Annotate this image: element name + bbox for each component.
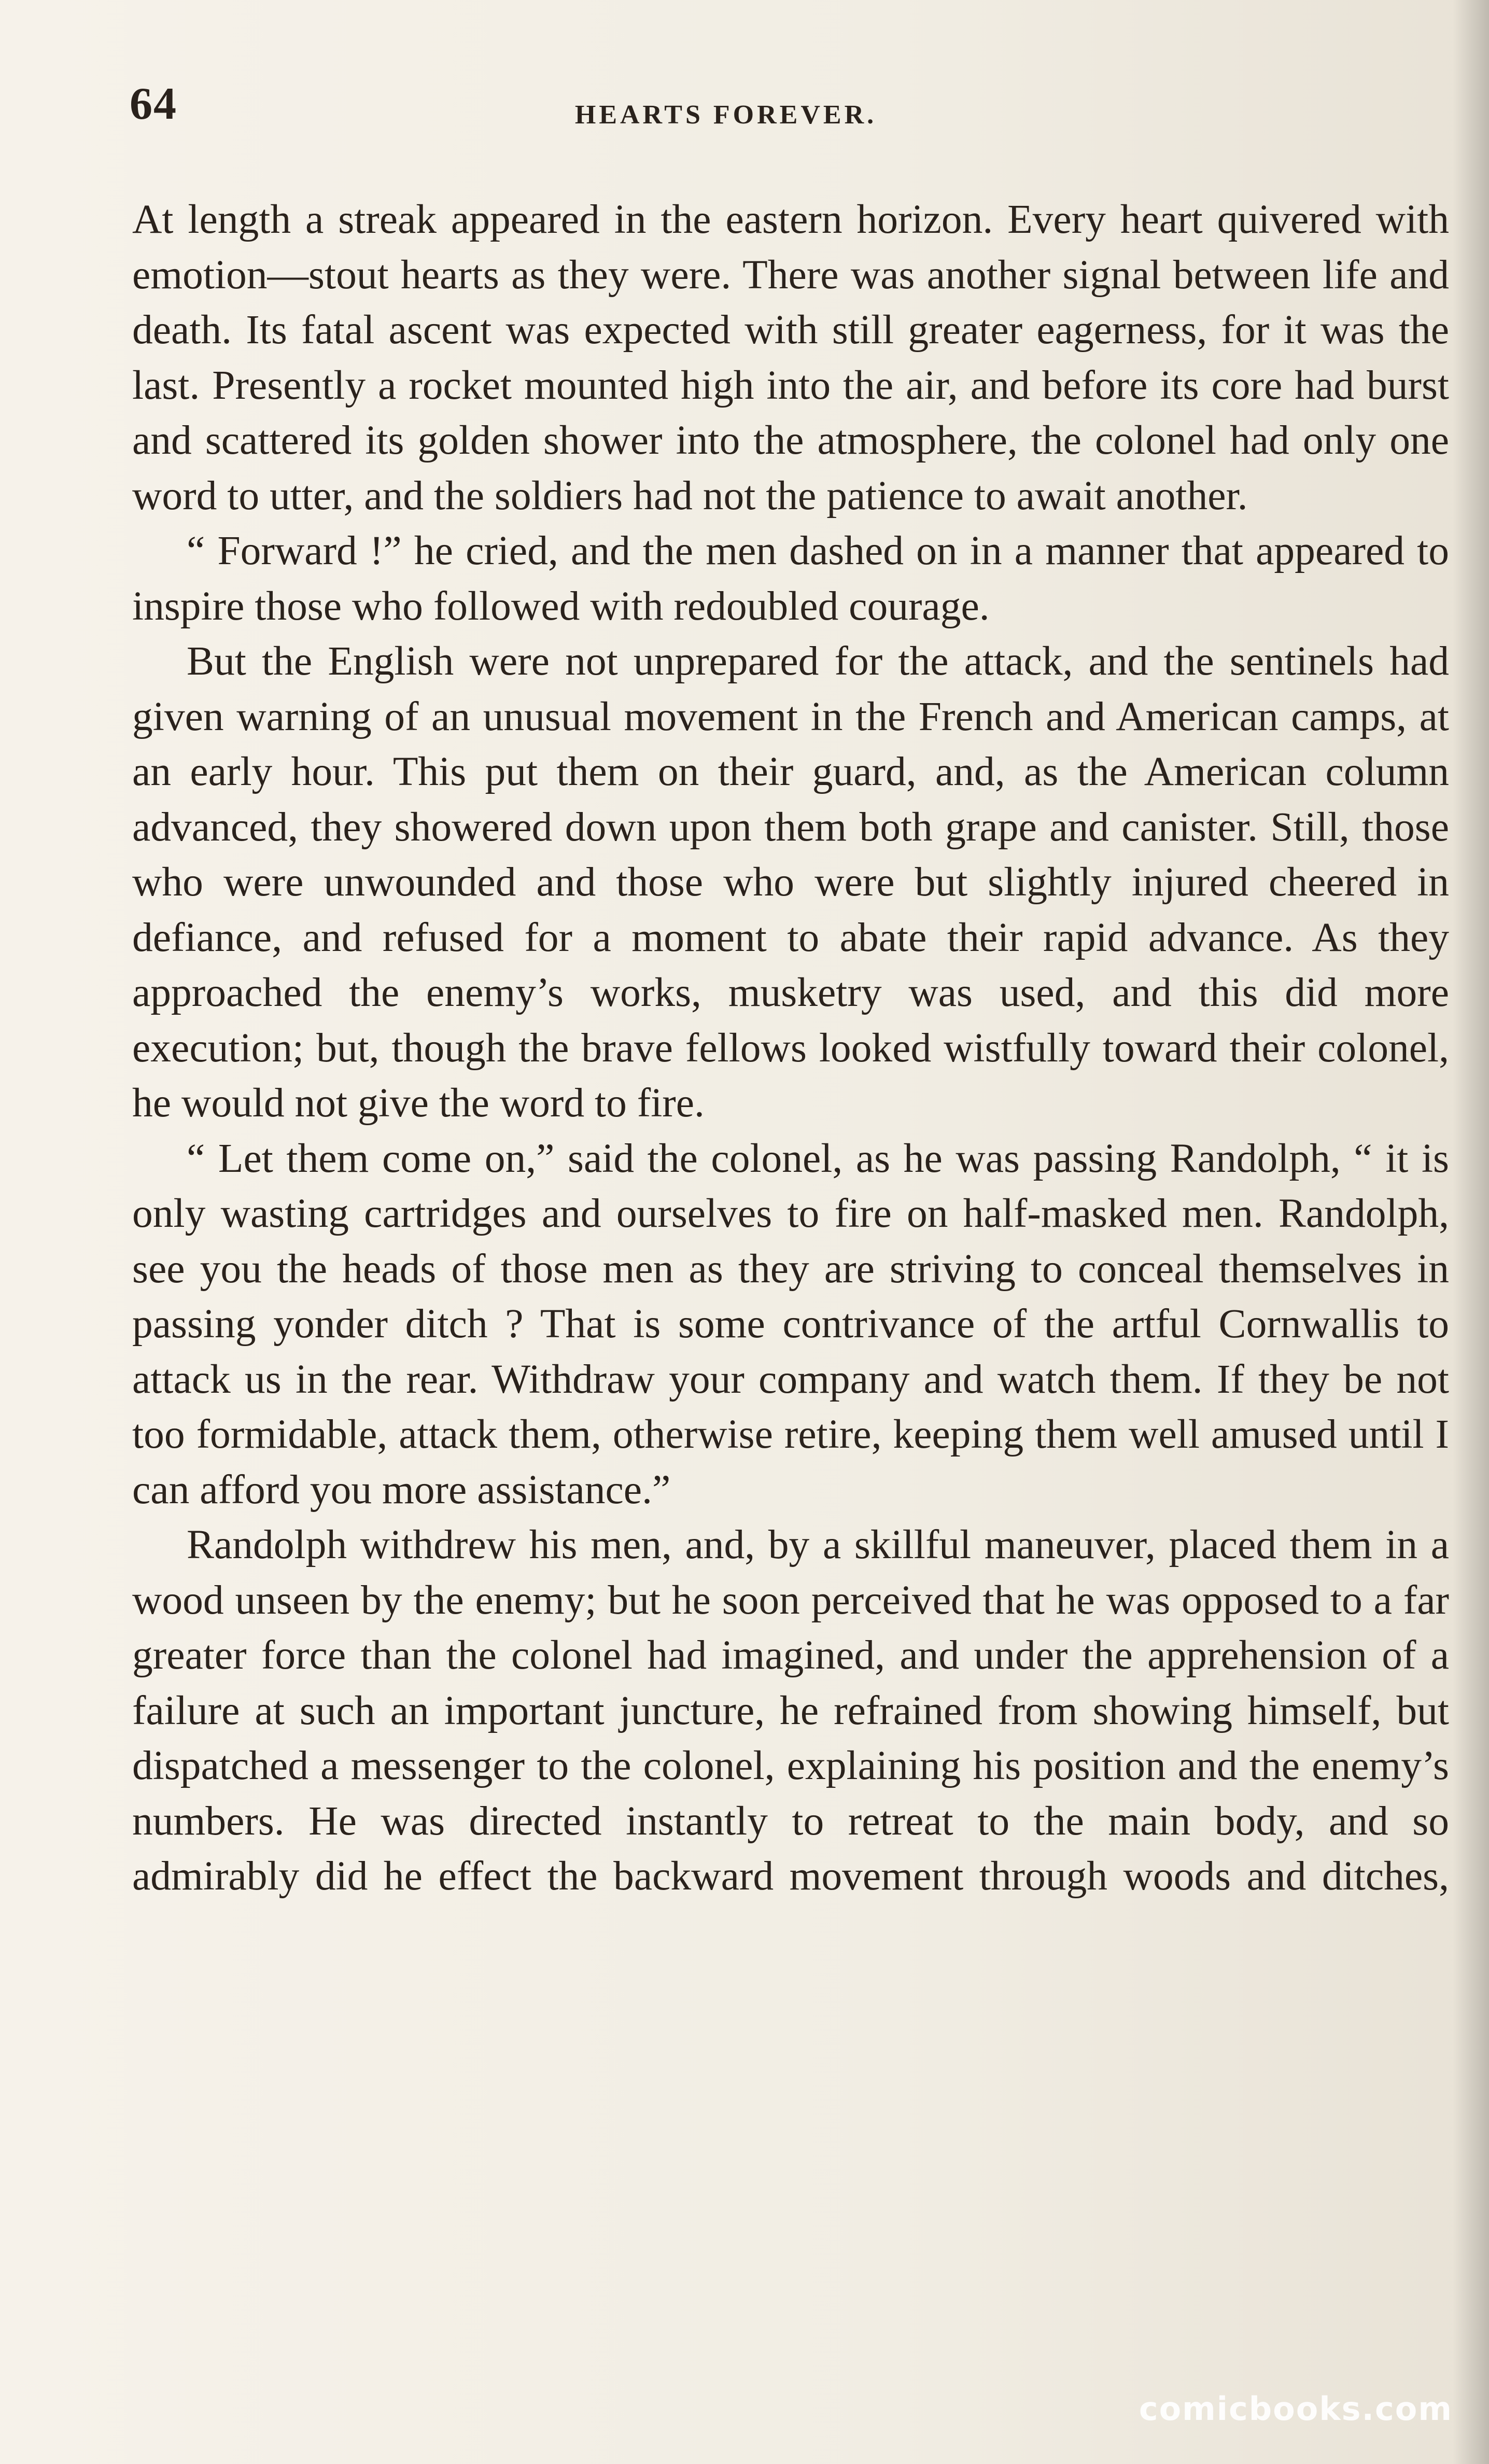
body-text — [132, 192, 1449, 1904]
paragraph-1: At length a streak appeared in the eastern horizon. Every heart quivered with emotion—stout hearts as they were. There was another signal between life and death. Its fatal ascent was expected with still greater eagerness, for it was the last. Presently a rocket mounted high into the air, and before its core had burst and scattered its golden shower into the atmosphere, the colonel had only one word to utter, and the soldiers had not the patience to await another. — [132, 197, 1449, 519]
watermark: comicbooks.com — [1139, 2390, 1453, 2428]
paragraph-2: “ Forward !” he cried, and the men dashed on in a manner that appeared to inspire those who followed with redoubled courage. — [132, 528, 1449, 629]
page-edge-shadow — [1453, 0, 1489, 2464]
page-header — [130, 78, 1446, 135]
paragraph-4: “ Let them come on,” said the colonel, as he was passing Randolph, “ it is only wasting cartridges and ourselves to fire on half-masked men. Randolph, see you the heads of those men as they are striving to conceal themselves in passing yonder ditch ? That is some contrivance of the artful Cornwallis to attack us in the rear. Withdraw your company and watch them. If they be not too formidable, attack them, otherwise retire, keeping them well amused until I can afford you more assistance.” — [132, 1135, 1449, 1513]
paragraph-5: Randolph withdrew his men, and, by a skillful maneuver, placed them in a wood unseen by the enemy; but he soon perceived that he was opposed to a far greater force than the colonel had imagined, and under the apprehension of a failure at such an important juncture, he refrained from showing himself, but dispatched a messenger to the colonel, explaining his position and the enemy’s numbers. He was directed instantly to retreat to the main body, and so admirably did he effect the backward movement through woods and ditches, — [132, 1522, 1449, 1899]
running-head: HEARTS FOREVER. — [574, 100, 877, 130]
page-number: 64 — [130, 79, 177, 129]
paragraph-3: But the English were not unprepared for the attack, and the sentinels had given warning of an unusual movement in the French and American camps, at an early hour. This put them on their guard, and, as the American column advanced, they showered down upon them both grape and canister. Still, those who were unwounded and those who were but slightly injured cheered in defiance, and refused for a moment to abate their rapid advance. As they approached the enemy’s works, musketry was used, and this did more execution; but, though the brave fellows looked wistfully toward their colonel, he would not give the word to fire. — [132, 638, 1449, 1126]
